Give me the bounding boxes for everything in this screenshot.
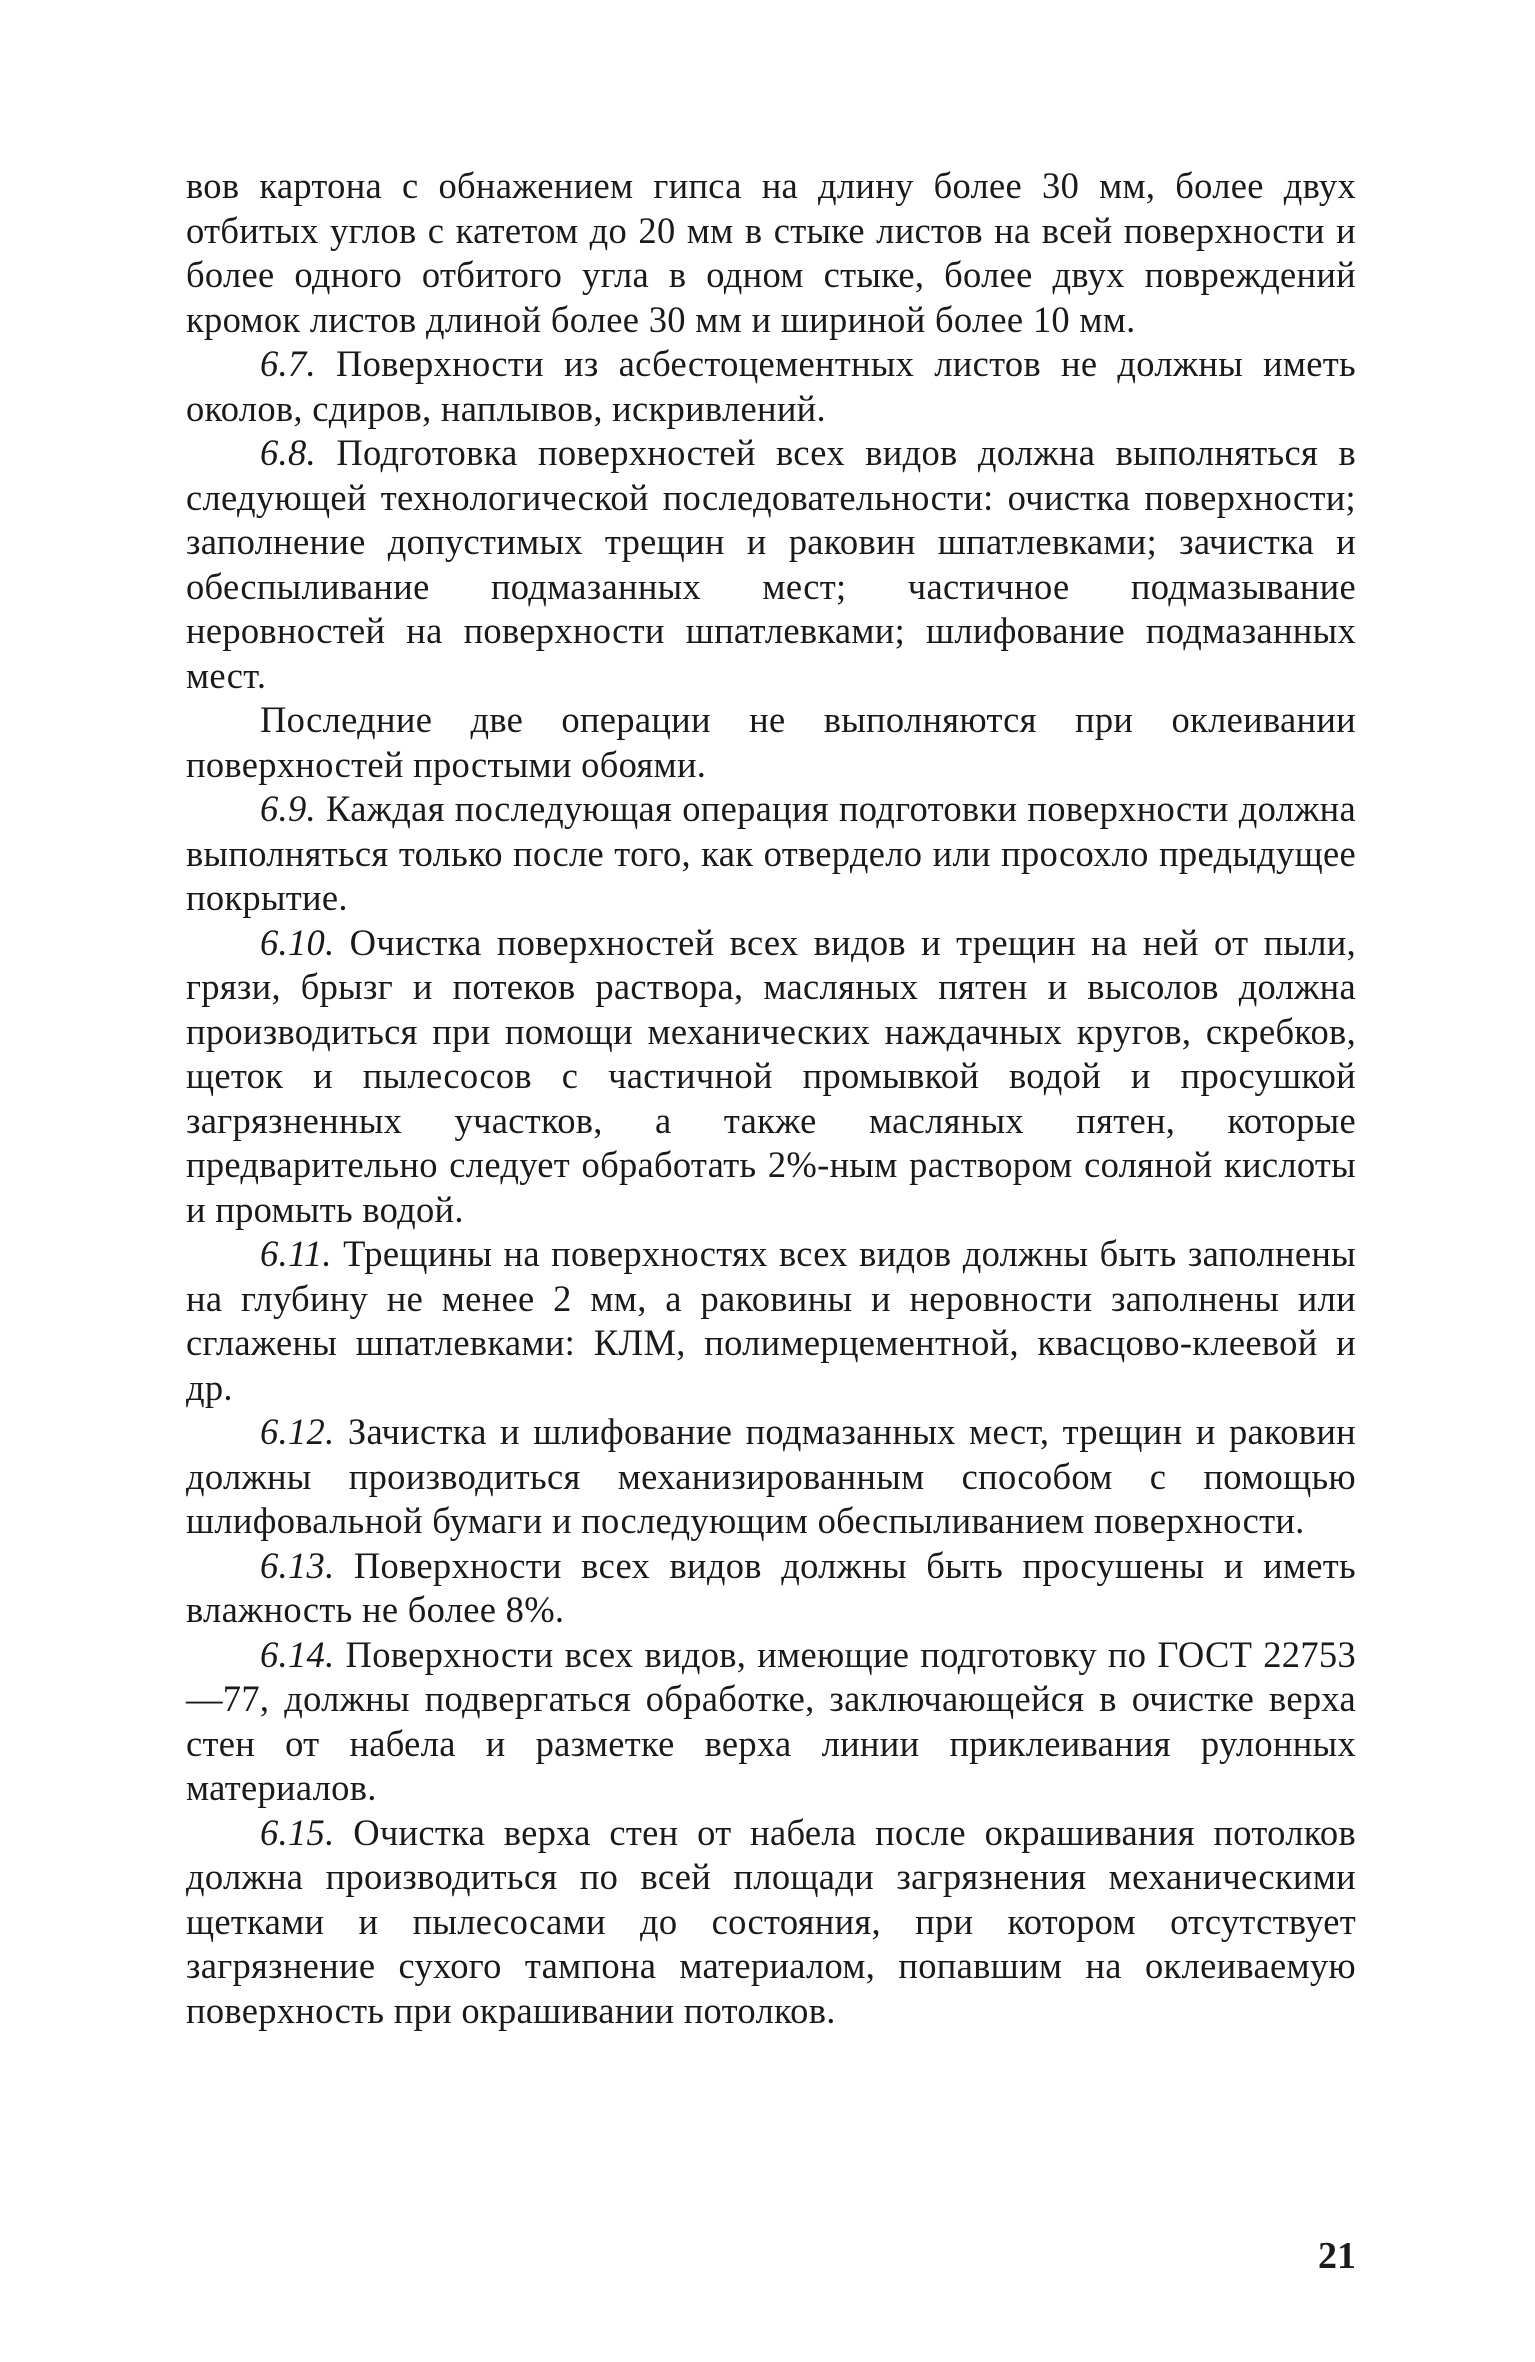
paragraph-6-9 (186, 787, 1356, 921)
paragraph-text: Поверхности из асбестоцементных листов не должны иметь околов, сдиров, наплывов, искривлений. (186, 343, 1356, 429)
paragraph-continuation (186, 164, 1356, 342)
clause-number: 6.13. (260, 1544, 335, 1586)
paragraph-6-8 (186, 431, 1356, 698)
paragraph-6-11 (186, 1232, 1356, 1410)
clause-number: 6.7. (260, 343, 316, 384)
clause-number: 6.15. (260, 1811, 335, 1853)
clause-number: 6.10. (260, 921, 335, 963)
paragraph-6-15 (186, 1811, 1356, 2034)
paragraph-text: Очистка поверхностей всех видов и трещин на ней от пыли, грязи, брызг и потеков раствора, масляных пятен и высолов должна производиться при помощи механических наждачных кругов, скребков, щеток и пылесосов с частичной промывкой водой и просушкой загрязненных участков, а также масляных пятен, которые предварительно следует обработать 2%-ным раствором соляной кислоты и промыть водой. (186, 921, 1356, 1230)
paragraph-6-13 (186, 1544, 1356, 1633)
document-page (186, 164, 1356, 2284)
paragraph-text: Очистка верха стен от набела после окрашивания потолков должна производиться по всей площади загрязнения механическими щетками и пылесосами до состояния, при котором отсутствует загрязнение сухого тампона материалом, попавшим на оклеиваемую поверхность при окрашивании потолков. (186, 1811, 1356, 2031)
paragraph-note (186, 698, 1356, 787)
paragraph-text: Подготовка поверхностей всех видов должна выполняться в следующей технологической последовательности: очистка поверхности; заполнение допустимых трещин и раковин шпатлевками; зачистка и обеспыливание подмазанных мест; частичное подмазывание неровностей на поверхности шпатлевками; шлифование подмазанных мест. (186, 432, 1356, 696)
paragraph-text: Зачистка и шлифование подмазанных мест, трещин и раковин должны производиться механизированным способом с помощью шлифовальной бумаги и последующим обеспыливанием поверхности. (186, 1411, 1356, 1541)
paragraph-6-10 (186, 921, 1356, 1233)
clause-number: 6.14. (260, 1633, 335, 1675)
clause-number: 6.8. (260, 432, 316, 473)
paragraph-text: Поверхности всех видов должны быть просушены и иметь влажность не более 8%. (186, 1544, 1356, 1630)
paragraph-text: Последние две операции не выполняются при оклеивании поверхностей простыми обоями. (186, 699, 1356, 785)
clause-number: 6.12. (260, 1411, 335, 1452)
paragraph-text: вов картона с обнажением гипса на длину более 30 мм, более двух отбитых углов с катетом до 20 мм в стыке листов на всей поверхности и более одного отбитого угла в одном стыке, более двух повреждений кромок листов длиной более 30 мм и шириной более 10 мм. (186, 165, 1356, 340)
paragraph-6-12 (186, 1410, 1356, 1544)
clause-number: 6.11. (260, 1233, 332, 1274)
clause-number: 6.9. (260, 788, 316, 829)
paragraph-6-14 (186, 1633, 1356, 1811)
paragraph-6-7 (186, 342, 1356, 431)
paragraph-text: Трещины на поверхностях всех видов должны быть заполнены на глубину не менее 2 мм, а раковины и неровности заполнены или сглажены шпатлевками: КЛМ, полимерцементной, квасцово-клеевой и др. (186, 1233, 1356, 1408)
page-number: 21 (1318, 2235, 1356, 2277)
paragraph-text: Каждая последующая операция подготовки поверхности должна выполняться только после того, как отвердело или просохло предыдущее покрытие. (186, 788, 1356, 918)
paragraph-text: Поверхности всех видов, имеющие подготовку по ГОСТ 22753—77, должны подвергаться обработке, заключающейся в очистке верха стен от набела и разметке верха линии приклеивания рулонных материалов. (186, 1633, 1356, 1808)
